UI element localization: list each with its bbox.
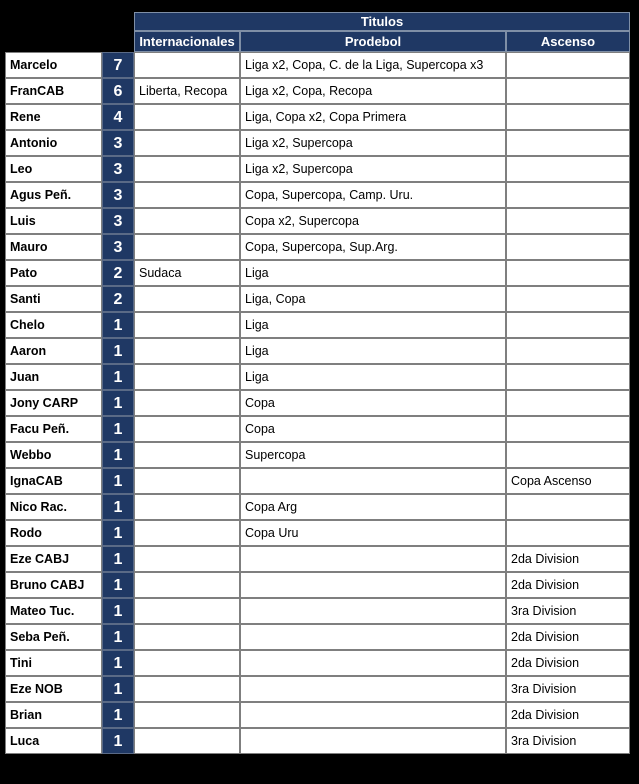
- table-row: [5, 364, 630, 390]
- player-name-cell[interactable]: Leo: [5, 156, 102, 182]
- internacionales-cell[interactable]: [134, 338, 240, 364]
- table-row: [5, 442, 630, 468]
- internacionales-cell[interactable]: [134, 546, 240, 572]
- table-row: [5, 598, 630, 624]
- ascenso-cell[interactable]: [506, 416, 630, 442]
- prodebol-cell[interactable]: [240, 546, 506, 572]
- title-count-cell[interactable]: 1: [102, 390, 134, 416]
- title-count-cell[interactable]: 2: [102, 260, 134, 286]
- prodebol-cell[interactable]: [240, 624, 506, 650]
- title-count-cell[interactable]: 1: [102, 520, 134, 546]
- table-row: [5, 728, 630, 754]
- prodebol-cell[interactable]: Liga, Copa: [240, 286, 506, 312]
- column-header-prodebol[interactable]: Prodebol: [240, 31, 506, 52]
- internacionales-cell[interactable]: [134, 416, 240, 442]
- ascenso-cell[interactable]: [506, 104, 630, 130]
- prodebol-cell[interactable]: Liga: [240, 312, 506, 338]
- title-count-cell[interactable]: 1: [102, 650, 134, 676]
- prodebol-cell[interactable]: Liga x2, Supercopa: [240, 156, 506, 182]
- table-row: [5, 390, 630, 416]
- prodebol-cell[interactable]: [240, 598, 506, 624]
- internacionales-cell[interactable]: [134, 520, 240, 546]
- ascenso-cell[interactable]: [506, 208, 630, 234]
- title-count-cell[interactable]: 2: [102, 286, 134, 312]
- prodebol-cell[interactable]: Liga, Copa x2, Copa Primera: [240, 104, 506, 130]
- ascenso-cell[interactable]: Copa Ascenso: [506, 468, 630, 494]
- table-row: [5, 494, 630, 520]
- table-row: [5, 208, 630, 234]
- table-row: [5, 130, 630, 156]
- prodebol-cell[interactable]: Copa: [240, 416, 506, 442]
- title-count-cell[interactable]: 1: [102, 364, 134, 390]
- prodebol-cell[interactable]: Copa, Supercopa, Camp. Uru.: [240, 182, 506, 208]
- title-count-cell[interactable]: 1: [102, 702, 134, 728]
- player-name-cell[interactable]: Rodo: [5, 520, 102, 546]
- player-name-cell[interactable]: Brian: [5, 702, 102, 728]
- ascenso-cell[interactable]: [506, 312, 630, 338]
- internacionales-cell[interactable]: [134, 390, 240, 416]
- prodebol-cell[interactable]: Liga x2, Copa, Recopa: [240, 78, 506, 104]
- ascenso-cell[interactable]: [506, 364, 630, 390]
- ascenso-cell[interactable]: [506, 338, 630, 364]
- player-name-cell[interactable]: Aaron: [5, 338, 102, 364]
- ascenso-cell[interactable]: [506, 442, 630, 468]
- title-count-cell[interactable]: 1: [102, 416, 134, 442]
- internacionales-cell[interactable]: [134, 286, 240, 312]
- internacionales-cell[interactable]: [134, 156, 240, 182]
- title-count-cell[interactable]: 6: [102, 78, 134, 104]
- internacionales-cell[interactable]: [134, 728, 240, 754]
- player-name-cell[interactable]: Luca: [5, 728, 102, 754]
- internacionales-cell[interactable]: [134, 468, 240, 494]
- table-row: [5, 624, 630, 650]
- table-row: [5, 182, 630, 208]
- ascenso-cell[interactable]: 3ra Division: [506, 598, 630, 624]
- title-count-cell[interactable]: 7: [102, 52, 134, 78]
- internacionales-cell[interactable]: [134, 104, 240, 130]
- player-name-cell[interactable]: FranCAB: [5, 78, 102, 104]
- player-name-cell[interactable]: Tini: [5, 650, 102, 676]
- title-count-cell[interactable]: 1: [102, 442, 134, 468]
- prodebol-cell[interactable]: [240, 572, 506, 598]
- player-name-cell[interactable]: Nico Rac.: [5, 494, 102, 520]
- prodebol-cell[interactable]: Copa: [240, 390, 506, 416]
- internacionales-cell[interactable]: Liberta, Recopa: [134, 78, 240, 104]
- column-header-ascenso[interactable]: Ascenso: [506, 31, 630, 52]
- ascenso-cell[interactable]: [506, 494, 630, 520]
- title-count-cell[interactable]: 1: [102, 338, 134, 364]
- internacionales-cell[interactable]: [134, 208, 240, 234]
- player-name-cell[interactable]: Eze CABJ: [5, 546, 102, 572]
- prodebol-cell[interactable]: Supercopa: [240, 442, 506, 468]
- player-name-cell[interactable]: Facu Peñ.: [5, 416, 102, 442]
- ascenso-cell[interactable]: [506, 156, 630, 182]
- ascenso-cell[interactable]: [506, 286, 630, 312]
- ascenso-cell[interactable]: 3ra Division: [506, 728, 630, 754]
- internacionales-cell[interactable]: [134, 442, 240, 468]
- internacionales-cell[interactable]: [134, 676, 240, 702]
- table-row: [5, 676, 630, 702]
- title-count-cell[interactable]: 1: [102, 728, 134, 754]
- ascenso-cell[interactable]: 3ra Division: [506, 676, 630, 702]
- ascenso-cell[interactable]: [506, 390, 630, 416]
- player-name-cell[interactable]: Jony CARP: [5, 390, 102, 416]
- table-row: [5, 650, 630, 676]
- player-name-cell[interactable]: Agus Peñ.: [5, 182, 102, 208]
- prodebol-cell[interactable]: Copa Arg: [240, 494, 506, 520]
- player-name-cell[interactable]: Luis: [5, 208, 102, 234]
- internacionales-cell[interactable]: [134, 312, 240, 338]
- ascenso-cell[interactable]: 2da Division: [506, 546, 630, 572]
- ascenso-cell[interactable]: [506, 260, 630, 286]
- prodebol-cell[interactable]: [240, 728, 506, 754]
- table-row: [5, 338, 630, 364]
- internacionales-cell[interactable]: Sudaca: [134, 260, 240, 286]
- table-row: [5, 702, 630, 728]
- title-count-cell[interactable]: 1: [102, 598, 134, 624]
- player-name-cell[interactable]: Juan: [5, 364, 102, 390]
- prodebol-cell[interactable]: Liga x2, Copa, C. de la Liga, Supercopa x3: [240, 52, 506, 78]
- prodebol-cell[interactable]: Liga: [240, 364, 506, 390]
- table-row: [5, 546, 630, 572]
- table-row: [5, 286, 630, 312]
- title-count-cell[interactable]: 3: [102, 208, 134, 234]
- internacionales-cell[interactable]: [134, 234, 240, 260]
- title-count-cell[interactable]: 1: [102, 624, 134, 650]
- table-row: [5, 234, 630, 260]
- ascenso-cell[interactable]: [506, 234, 630, 260]
- table-row: [5, 312, 630, 338]
- prodebol-cell[interactable]: Liga: [240, 338, 506, 364]
- ascenso-cell[interactable]: 2da Division: [506, 572, 630, 598]
- prodebol-cell[interactable]: [240, 468, 506, 494]
- internacionales-cell[interactable]: [134, 182, 240, 208]
- table-row: [5, 468, 630, 494]
- internacionales-cell[interactable]: [134, 702, 240, 728]
- prodebol-cell[interactable]: Copa, Supercopa, Sup.Arg.: [240, 234, 506, 260]
- player-name-cell[interactable]: Webbo: [5, 442, 102, 468]
- internacionales-cell[interactable]: [134, 494, 240, 520]
- title-count-cell[interactable]: 1: [102, 572, 134, 598]
- player-name-cell[interactable]: IgnaCAB: [5, 468, 102, 494]
- player-name-cell[interactable]: Eze NOB: [5, 676, 102, 702]
- table-row: [5, 52, 630, 78]
- player-name-cell[interactable]: Bruno CABJ: [5, 572, 102, 598]
- ascenso-cell[interactable]: 2da Division: [506, 624, 630, 650]
- table-title-header[interactable]: Titulos: [134, 12, 630, 31]
- player-name-cell[interactable]: Rene: [5, 104, 102, 130]
- ascenso-cell[interactable]: [506, 130, 630, 156]
- table-row: [5, 156, 630, 182]
- title-count-cell[interactable]: 3: [102, 130, 134, 156]
- ascenso-cell[interactable]: [506, 520, 630, 546]
- ascenso-cell[interactable]: 2da Division: [506, 650, 630, 676]
- title-count-cell[interactable]: 3: [102, 156, 134, 182]
- internacionales-cell[interactable]: [134, 650, 240, 676]
- title-count-cell[interactable]: 1: [102, 546, 134, 572]
- title-count-cell[interactable]: 1: [102, 468, 134, 494]
- title-count-cell[interactable]: 1: [102, 312, 134, 338]
- table-body: [5, 52, 630, 754]
- ascenso-cell[interactable]: [506, 182, 630, 208]
- prodebol-cell[interactable]: Copa x2, Supercopa: [240, 208, 506, 234]
- title-count-cell[interactable]: 3: [102, 234, 134, 260]
- title-count-cell[interactable]: 1: [102, 676, 134, 702]
- column-header-internacionales[interactable]: Internacionales: [134, 31, 240, 52]
- internacionales-cell[interactable]: [134, 624, 240, 650]
- internacionales-cell[interactable]: [134, 364, 240, 390]
- internacionales-cell[interactable]: [134, 52, 240, 78]
- player-name-cell[interactable]: Antonio: [5, 130, 102, 156]
- prodebol-cell[interactable]: [240, 676, 506, 702]
- ascenso-cell[interactable]: 2da Division: [506, 702, 630, 728]
- ascenso-cell[interactable]: [506, 52, 630, 78]
- player-name-cell[interactable]: Mateo Tuc.: [5, 598, 102, 624]
- prodebol-cell[interactable]: Copa Uru: [240, 520, 506, 546]
- table-row: [5, 260, 630, 286]
- player-name-cell[interactable]: Mauro: [5, 234, 102, 260]
- table-row: [5, 78, 630, 104]
- table-row: [5, 416, 630, 442]
- title-count-cell[interactable]: 4: [102, 104, 134, 130]
- table-row: [5, 520, 630, 546]
- table-row: [5, 104, 630, 130]
- ascenso-cell[interactable]: [506, 78, 630, 104]
- player-name-cell[interactable]: Santi: [5, 286, 102, 312]
- player-name-cell[interactable]: Seba Peñ.: [5, 624, 102, 650]
- internacionales-cell[interactable]: [134, 598, 240, 624]
- player-name-cell[interactable]: Marcelo: [5, 52, 102, 78]
- player-name-cell[interactable]: Chelo: [5, 312, 102, 338]
- prodebol-cell[interactable]: [240, 650, 506, 676]
- title-count-cell[interactable]: 3: [102, 182, 134, 208]
- prodebol-cell[interactable]: Liga x2, Supercopa: [240, 130, 506, 156]
- prodebol-cell[interactable]: [240, 702, 506, 728]
- title-count-cell[interactable]: 1: [102, 494, 134, 520]
- player-name-cell[interactable]: Pato: [5, 260, 102, 286]
- table-row: [5, 572, 630, 598]
- internacionales-cell[interactable]: [134, 130, 240, 156]
- internacionales-cell[interactable]: [134, 572, 240, 598]
- prodebol-cell[interactable]: Liga: [240, 260, 506, 286]
